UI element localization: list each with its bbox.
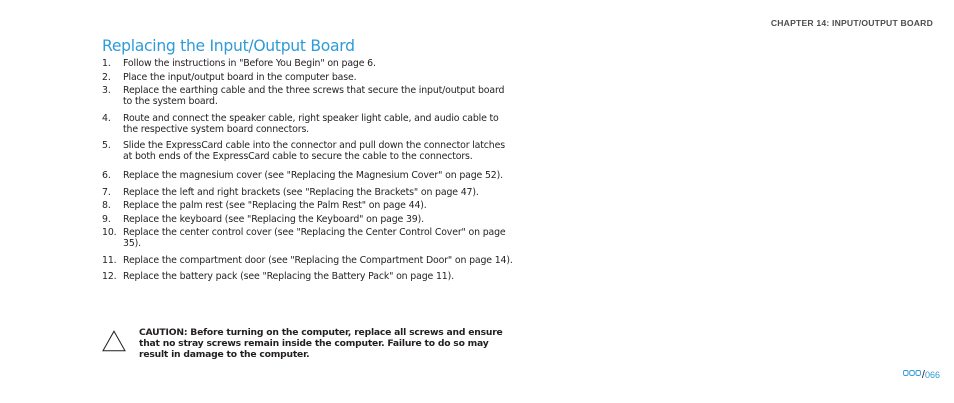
step-text: Slide the ExpressCard cable into the connector and pull down the connector latches at both ends of the ExpressCard cable to secure the cable to the connectors.: [123, 140, 505, 162]
step-number: 7.: [102, 186, 111, 198]
step-number: 5.: [102, 140, 111, 151]
step-number: 10.: [102, 227, 117, 238]
step-number: 2.: [102, 71, 111, 83]
step-text: Replace the keyboard (see "Replacing the Keyboard" on page 39).: [123, 213, 424, 225]
step-text: Replace the magnesium cover (see "Replacing the Magnesium Cover" on page 52).: [123, 170, 503, 181]
step-number: 9.: [102, 213, 111, 225]
list-item: [102, 113, 522, 135]
step-number: 4.: [102, 112, 111, 124]
step-number: 6.: [102, 170, 111, 181]
page-separator: /: [921, 369, 925, 381]
list-item: [102, 187, 522, 198]
list-item: [102, 58, 522, 69]
page-title: Replacing the Input/Output Board: [102, 37, 355, 55]
step-number: 11.: [102, 254, 117, 266]
list-item: [102, 85, 522, 107]
page-number: [903, 365, 940, 383]
step-number: 3.: [102, 85, 111, 96]
list-item: [102, 170, 522, 181]
caution-notice: [102, 327, 522, 367]
step-text: Place the input/output board in the computer base.: [123, 71, 357, 83]
alienware-logo-icon: [903, 365, 921, 374]
step-number: 12.: [102, 271, 117, 282]
step-text: Replace the palm rest (see "Replacing the Palm Rest" on page 44).: [123, 200, 427, 211]
step-text: Replace the earthing cable and the three screws that secure the input/output board to the system board.: [123, 85, 505, 107]
step-text: Replace the center control cover (see "Replacing the Center Control Cover" on page 35).: [123, 227, 506, 249]
step-number: 8.: [102, 200, 111, 211]
list-item: [102, 255, 522, 266]
list-item: [102, 214, 522, 225]
step-text: Follow the instructions in "Before You Begin" on page 6.: [123, 58, 376, 69]
page-number-value: 066: [924, 370, 940, 380]
step-text: Route and connect the speaker cable, right speaker light cable, and audio cable to the respective system board connectors.: [123, 112, 499, 135]
step-text: Replace the battery pack (see "Replacing the Battery Pack" on page 11).: [123, 271, 454, 282]
list-item: [102, 271, 522, 282]
list-item: [102, 72, 522, 83]
warning-triangle-icon: [102, 330, 126, 352]
list-item: [102, 140, 522, 162]
list-item: [102, 227, 522, 249]
step-text: Replace the left and right brackets (see "Replacing the Brackets" on page 47).: [123, 186, 479, 198]
step-text: Replace the compartment door (see "Replacing the Compartment Door" on page 14).: [123, 254, 513, 266]
step-number: 1.: [102, 58, 111, 69]
caution-text: CAUTION: Before turning on the computer, replace all screws and ensure that no stray screws remain inside the computer. Failure to do so may result in damage to the computer.: [139, 327, 503, 360]
list-item: [102, 200, 522, 211]
chapter-header: CHAPTER 14: INPUT/OUTPUT BOARD: [770, 18, 933, 28]
step-list: [102, 58, 522, 285]
